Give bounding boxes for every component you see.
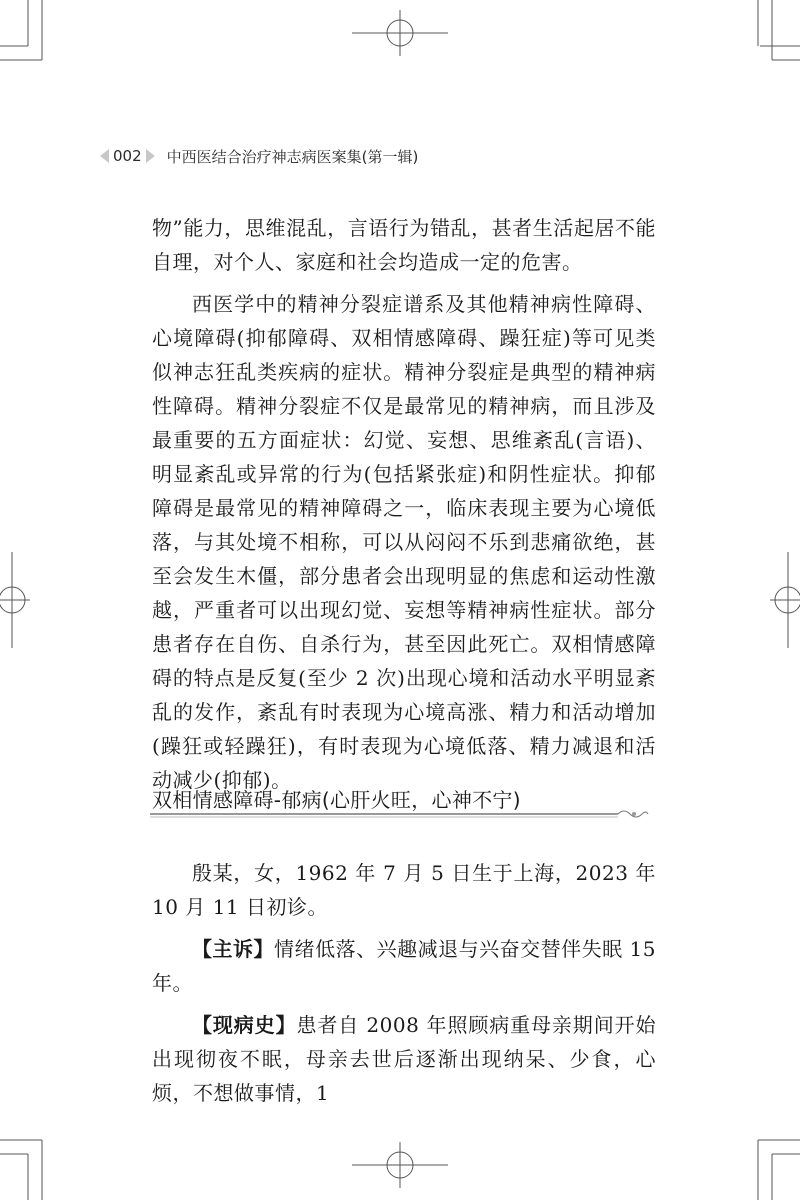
intro-text: [152, 211, 656, 797]
case-intro: 殷某，女，1962 年 7 月 5 日生于上海，2023 年 10 月 11 日初诊。: [152, 861, 656, 919]
history-label: 【现病史】: [192, 1013, 297, 1037]
complaint-label: 【主诉】: [192, 937, 275, 961]
chief-complaint: [152, 932, 656, 1000]
ornamental-rule-icon: [150, 806, 650, 826]
triangle-right-icon: [146, 149, 155, 163]
book-title: 中西医结合治疗神志病医案集(第一辑): [166, 147, 419, 166]
paragraph: 西医学中的精神分裂症谱系及其他精神病性障碍、心境障碍(抑郁障碍、双相情感障碍、躁狂症)等可见类似神志狂乱类疾病的症状。精神分裂症是典型的精神病性障碍。精神分裂症不仅是最常见的精神病，而且涉及最重要的五方面症状：幻觉、妄想、思维紊乱(言语)、明显紊乱或异常的行为(包括紧张症)和阴性症状。抑郁障碍是最常见的精神障碍之一，临床表现主要为心境低落，与其处境不相称，可以从闷闷不乐到悲痛欲绝，甚至会发生木僵，部分患者会出现明显的焦虑和运动性激越，严重者可以出现幻觉、妄想等精神病性症状。部分患者存在自伤、自杀行为，甚至因此死亡。双相情感障碍的特点是反复(至少 2 次)出现心境和活动水平明显紊乱的发作，紊乱有时表现为心境高涨、精力和活动增加(躁狂或轻躁狂)，有时表现为心境低落、精力减退和活动减少(抑郁)。: [152, 292, 656, 792]
page-number: 002: [113, 147, 142, 165]
complaint-text: 情绪低落、兴趣减退与兴奋交替伴失眠 15 年。: [152, 937, 657, 995]
triangle-left-icon: [100, 149, 109, 163]
running-header: [100, 143, 418, 169]
section-title: 双相情感障碍-郁病(心肝火旺，心神不宁): [152, 788, 521, 812]
case-text: [152, 856, 656, 1110]
present-history: [152, 1008, 656, 1110]
history-text: 患者自 2008 年照顾病重母亲期间开始出现彻夜不眠，母亲去世后逐渐出现纳呆、少食，心烦，不想做事情，1: [152, 1013, 656, 1105]
paragraph: 物”能力，思维混乱，言语行为错乱，甚者生活起居不能自理，对个人、家庭和社会均造成一定的危害。: [152, 216, 656, 274]
page-number-badge: [100, 147, 155, 165]
